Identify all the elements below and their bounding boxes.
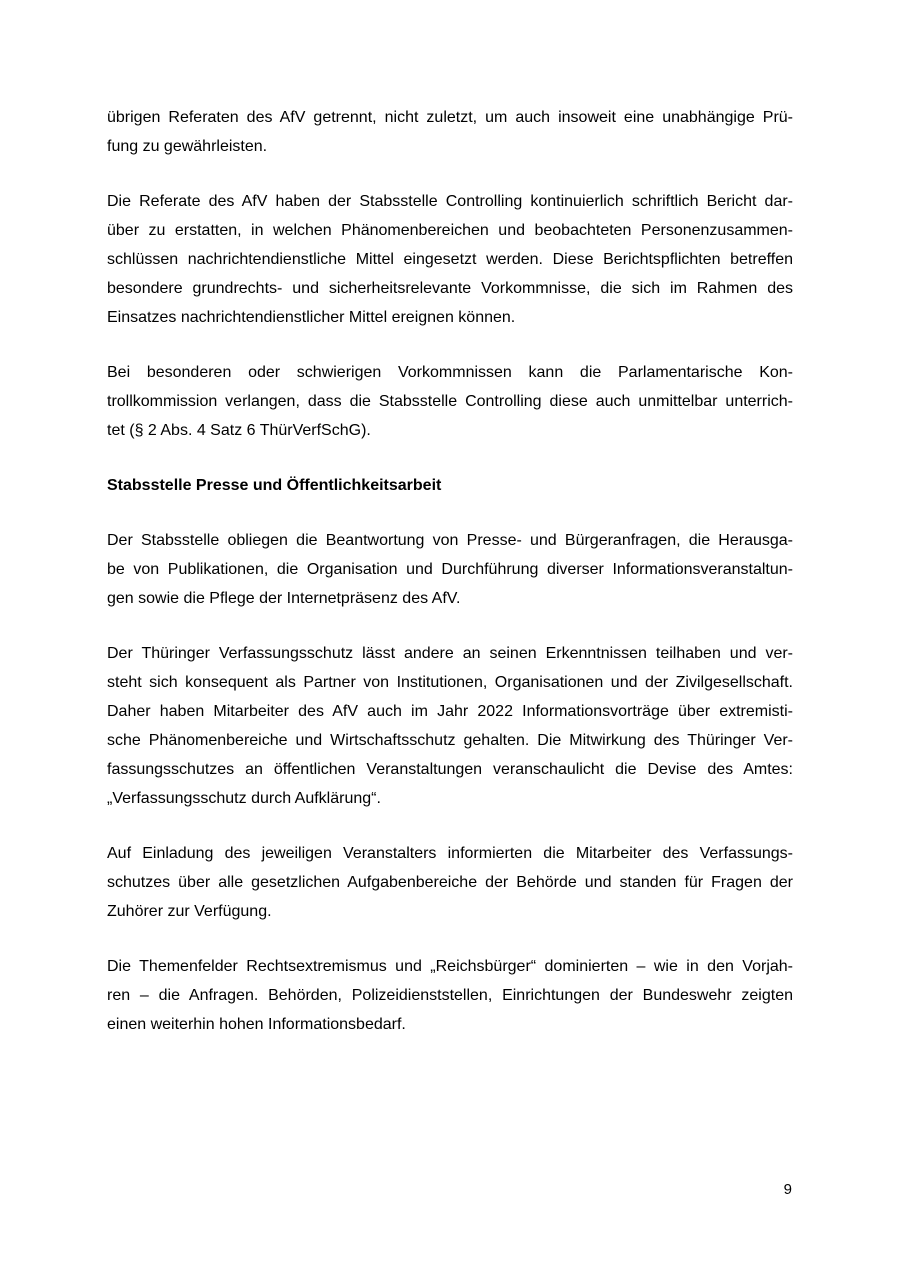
text-line: sche Phänomenbereiche und Wirtschaftsschutz gehalten. Die Mitwirkung des Thüringer Ver- [107, 732, 793, 749]
text-line: fassungsschutzes an öffentlichen Veranstaltungen veranschaulicht die Devise des Amtes: [107, 761, 793, 778]
paragraph [107, 187, 793, 332]
text-line: Bei besonderen oder schwierigen Vorkommnissen kann die Parlamentarische Kon- [107, 364, 793, 381]
page-content [107, 103, 793, 1065]
text-line: ren – die Anfragen. Behörden, Polizeidienststellen, Einrichtungen der Bundeswehr zeigten [107, 987, 793, 1004]
paragraph [107, 639, 793, 813]
text-line: einen weiterhin hohen Informationsbedarf. [107, 1016, 406, 1033]
text-line: Der Stabsstelle obliegen die Beantwortung von Presse- und Bürgeranfragen, die Herausga- [107, 532, 793, 549]
text-line: besondere grundrechts- und sicherheitsrelevante Vorkommnisse, die sich im Rahmen des [107, 280, 793, 297]
text-line: schutzes über alle gesetzlichen Aufgabenbereiche der Behörde und standen für Fragen der [107, 874, 793, 891]
paragraph [107, 952, 793, 1039]
text-line: tet (§ 2 Abs. 4 Satz 6 ThürVerfSchG). [107, 422, 371, 439]
text-line: steht sich konsequent als Partner von Institutionen, Organisationen und der Zivilgesellschaft. [107, 674, 793, 691]
text-line: Auf Einladung des jeweiligen Veranstalters informierten die Mitarbeiter des Verfassungs- [107, 845, 793, 862]
paragraph [107, 358, 793, 445]
text-line: Zuhörer zur Verfügung. [107, 903, 272, 920]
text-line: fung zu gewährleisten. [107, 138, 268, 155]
text-line: gen sowie die Pflege der Internetpräsenz des AfV. [107, 590, 461, 607]
text-line: „Verfassungsschutz durch Aufklärung“. [107, 790, 381, 807]
paragraph [107, 526, 793, 613]
section-heading: Stabsstelle Presse und Öffentlichkeitsarbeit [107, 477, 442, 494]
text-line: Einsatzes nachrichtendienstlicher Mittel ereignen können. [107, 309, 516, 326]
text-line: be von Publikationen, die Organisation und Durchführung diverser Informationsveranstaltun- [107, 561, 793, 578]
text-line: Der Thüringer Verfassungsschutz lässt andere an seinen Erkenntnissen teilhaben und ver- [107, 645, 793, 662]
text-line: übrigen Referaten des AfV getrennt, nicht zuletzt, um auch insoweit eine unabhängige Prü- [107, 109, 793, 126]
text-line: über zu erstatten, in welchen Phänomenbereichen und beobachteten Personenzusammen- [107, 222, 793, 239]
paragraph [107, 839, 793, 926]
text-line: schlüssen nachrichtendienstliche Mittel eingesetzt werden. Diese Berichtspflichten betreffen [107, 251, 793, 268]
text-line: Die Referate des AfV haben der Stabsstelle Controlling kontinuierlich schriftlich Bericht dar- [107, 193, 793, 210]
text-line: Die Themenfelder Rechtsextremismus und „Reichsbürger“ dominierten – wie in den Vorjah- [107, 958, 793, 975]
paragraph [107, 103, 793, 161]
text-line: trollkommission verlangen, dass die Stabsstelle Controlling diese auch unmittelbar unterrich- [107, 393, 793, 410]
text-line: Daher haben Mitarbeiter des AfV auch im Jahr 2022 Informationsvorträge über extremisti- [107, 703, 793, 720]
page-number: 9 [783, 1181, 792, 1198]
